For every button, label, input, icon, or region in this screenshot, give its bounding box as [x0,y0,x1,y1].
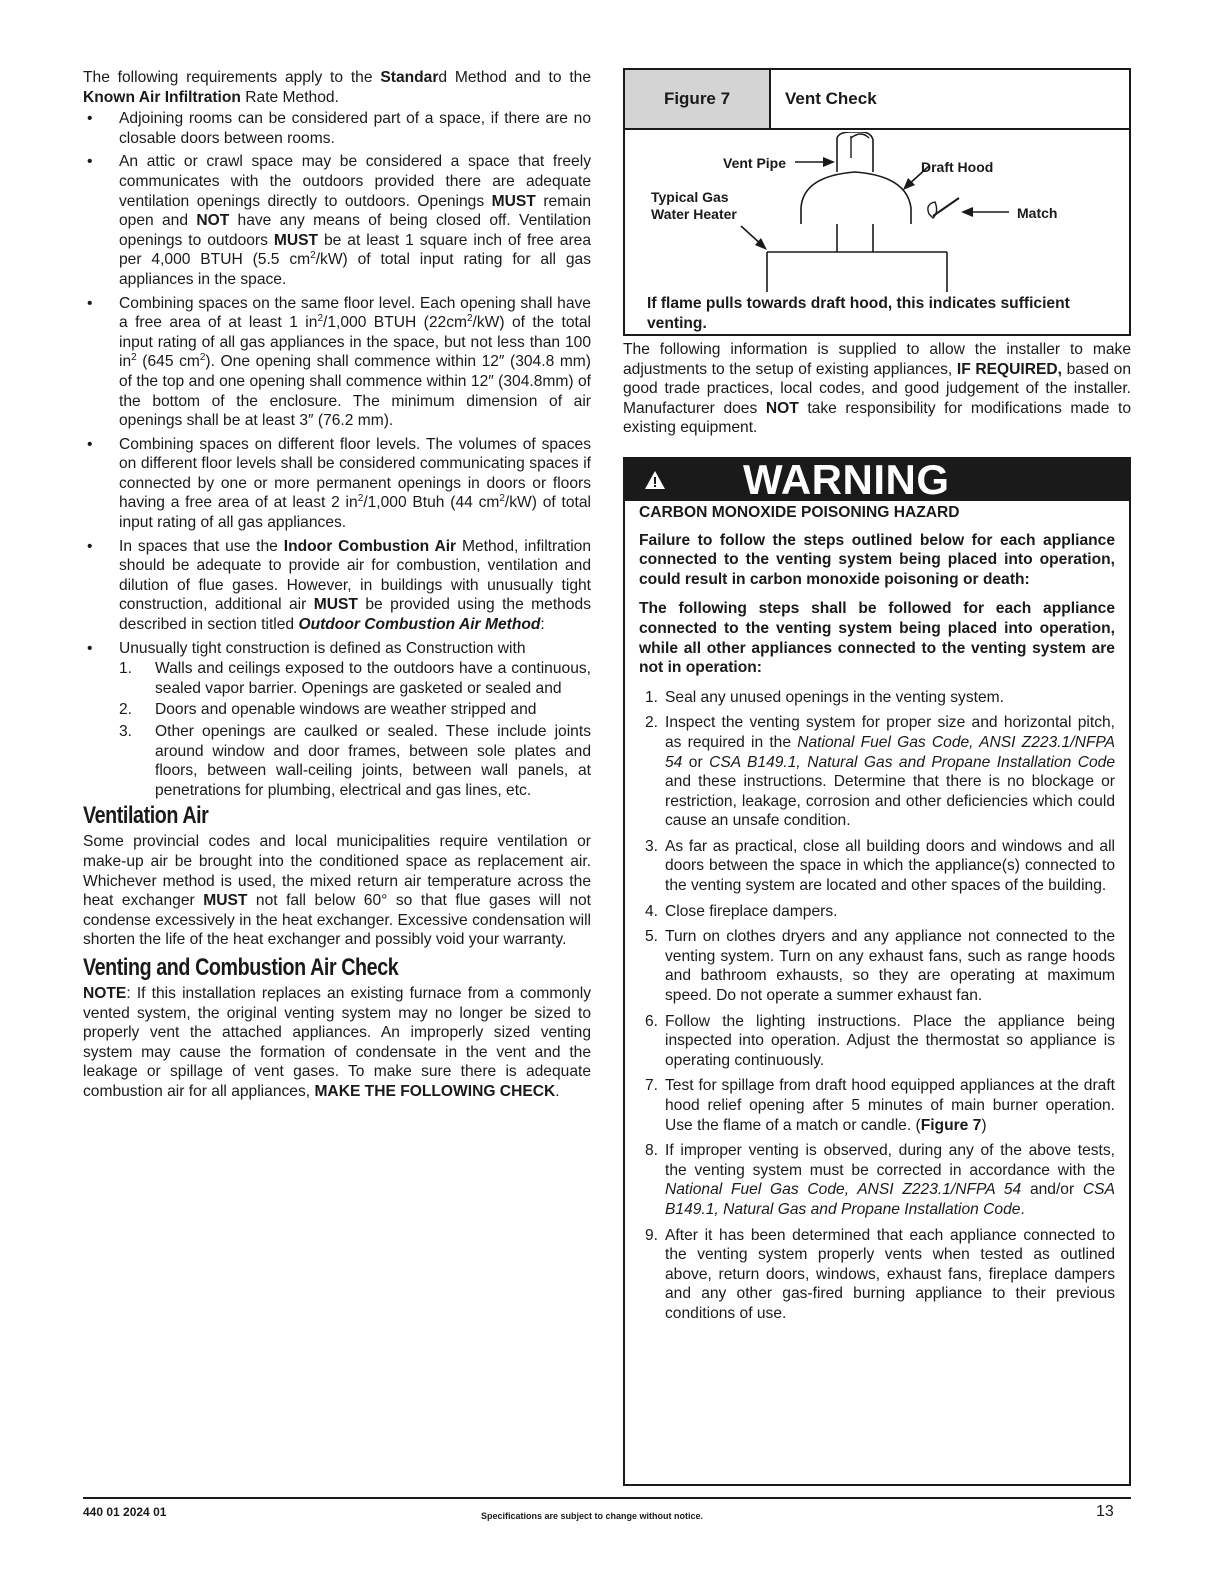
list-item: 1. Walls and ceilings exposed to the outdoors have a continuous, sealed vapor barrier. Openings are gasketed or sealed and [119,660,591,697]
list-item: 3. Other openings are caulked or sealed. These include joints around window and door frames, between sole plates and floors, between wall-ceiling joints, between wall panels, at penetrations for plumbing, electrical and gas lines, etc. [119,723,591,799]
venting-check-heading: Venting and Combustion Air Check [83,953,399,981]
water-heater-label: Water Heater [651,206,737,222]
match-icon [928,198,959,218]
page-number: 13 [1096,1503,1114,1520]
list-item: 2. Inspect the venting system for proper size and horizontal pitch, as required in the National Fuel Gas Code, ANSI Z223.1/NFPA 54 or CSA B149.1, Natural Gas and Propane Installation Code and these instructions. Determine that there is no blockage or restriction, leakage, corrosion and other deficiencies which could cause an unsafe condition. [645,714,1115,830]
list-item: 1. Seal any unused openings in the venting system. [645,688,1004,706]
list-item: • In spaces that use the Indoor Combustion Air Method, infiltration should be adequate to provide air for combustion, ventilation and dilution of flue gases. However, in buildings with unusually tight construction, additional air MUST be provided using the methods described in section titled Outdoor Combustion Air Method: [83,537,591,635]
list-item: 7. Test for spillage from draft hood equipped appliances at the draft hood relief opening after 5 minutes of main burner operation. Use the flame of a match or candle. (Figure 7) [645,1077,1115,1134]
left-column [83,68,591,1102]
figure-label: Figure 7 [625,70,771,128]
ventilation-air-heading: Ventilation Air [83,802,209,830]
intro-paragraph: The following requirements apply to the Standard Method and to the Known Air Infiltration Rate Method. [83,69,592,106]
hazard-title: CARBON MONOXIDE POISONING HAZARD [639,503,960,521]
vent-check-diagram [625,132,1129,292]
list-item: 2. Doors and openable windows are weather stripped and [119,701,537,719]
match-label: Match [1017,205,1058,221]
warning-triangle-icon [625,470,685,490]
list-item: • Adjoining rooms can be considered part of a space, if there are no closable doors between rooms. [83,109,591,148]
list-item: 9. After it has been determined that each appliance connected to the venting system properly vents when tested as outlined above, return doors, windows, exhaust fans, fireplace dampers and any other gas-fired burning appliance to their previous conditions of use. [645,1226,1115,1322]
list-item: 8. If improper venting is observed, during any of the above tests, the venting system must be corrected in accordance with the National Fuel Gas Code, ANSI Z223.1/NFPA 54 and/or CSA B149.1, Natural Gas and Propane Installation Code. [645,1142,1115,1218]
warning-banner [625,455,1129,503]
list-item: 5. Turn on clothes dryers and any appliance not connected to the venting system. Turn on any exhaust fans, such as range hoods and bathroom exhausts, so they are operating at maximum speed. Do not operate a summer exhaust fan. [645,928,1115,1005]
figure-7 [623,68,1131,336]
list-item: 6. Follow the lighting instructions. Place the appliance being inspected into operation. Adjust the thermostat so appliance is operating continuously. [645,1012,1115,1069]
draft-hood-label: Draft Hood [921,159,994,175]
warning-body [625,501,1129,1324]
right-column [623,68,1131,1486]
footer-divider [83,1497,1131,1499]
list-item: • Combining spaces on the same floor level. Each opening shall have a free area of at least 1 $in^2/1,000$ BTUH $(22cm^2/kW)$ of the total input rating of all gas appliances in the space, but not less than 100 $in^2$ (645 $cm^2$). One opening shall commence within 12″ (304.8 mm) of the top and one opening shall commence within 12″ (304.8mm) of the bottom of the enclosure. The minimum dimension of air openings shall be at least 3″ (76.2 mm). [83,294,591,431]
warning-paragraph-1: Failure to follow the steps outlined below for each appliance connected to the venting system being placed into operation, could result in carbon monoxide poisoning or death: [639,531,1115,588]
draft-hood-shape [801,172,911,224]
warning-word: WARNING [743,455,950,503]
warning-paragraph-2: The following steps shall be followed for each appliance connected to the venting system being placed into operation, while all other appliances connected to the venting system are not in operation: [639,600,1115,677]
info-paragraph: The following information is supplied to allow the installer to make adjustments to the setup of existing appliances, IF REQUIRED, based on good trade practices, local codes, and good judgement of the installer. Manufacturer does NOT take responsibility for modifications made to existing equipment. [623,341,1131,437]
figure-caption: If flame pulls towards draft hood, this indicates sufficient venting. [647,295,1070,332]
figure-header [625,70,1129,130]
typical-gas-label: Typical Gas [651,189,729,205]
ventilation-paragraph: Some provincial codes and local municipalities require ventilation or make-up air be brought into the conditioned space as replacement air. Whichever method is used, the mixed return air temperature across the heat exchanger MUST not fall below 60° so that flue gases will not condense excessively in the heat exchanger. Excessive condensation will shorten the life of the heat exchanger and possibly void your warranty. [83,833,591,949]
footer-notice: Specifications are subject to change without notice. [481,1511,704,1521]
warning-box [623,457,1131,1486]
list-item: • Unusually tight construction is defined as Construction with [83,639,591,659]
list-item: • An attic or crawl space may be considered a space that freely communicates with the outdoors provided there are adequate ventilation openings directly to outdoors. Openings MUST remain open and NOT have any means of being closed off. Ventilation openings to outdoors MUST be at least 1 square inch of free area per 4,000 BTUH (5.5 $cm^2/kW$) of total input rating for all gas appliances in the space. [83,152,591,289]
list-item: 3. As far as practical, close all building doors and windows and all doors between the space in which the appliance(s) connected to the venting system are located and other spaces of the building. [645,837,1115,895]
venting-steps-list [639,688,1115,1324]
figure-title: Vent Check [785,89,877,109]
document-number: 440 01 2024 01 [83,1505,167,1519]
requirements-list [83,109,591,658]
list-item: • Combining spaces on different floor levels. The volumes of spaces on different floor levels shall be considered communicating spaces if connected by one or more permanent openings in doors or floors having a free area of at least 2 $in^2/1,000$ Btuh (44 $cm^2/kW$) of total input rating of all gas appliances. [83,435,591,533]
tight-construction-list [83,659,591,800]
list-item: 4. Close fireplace dampers. [645,902,838,920]
note-paragraph: NOTE: If this installation replaces an existing furnace from a commonly vented system, the original venting system may no longer be sized to properly vent the attached appliances. An improperly sized venting system may cause the formation of condensate in the vent and the leakage or spillage of vent gases. To make sure there is adequate combustion air for all appliances, MAKE THE FOLLOWING CHECK. [83,984,591,1100]
vent-pipe-label: Vent Pipe [723,155,787,171]
